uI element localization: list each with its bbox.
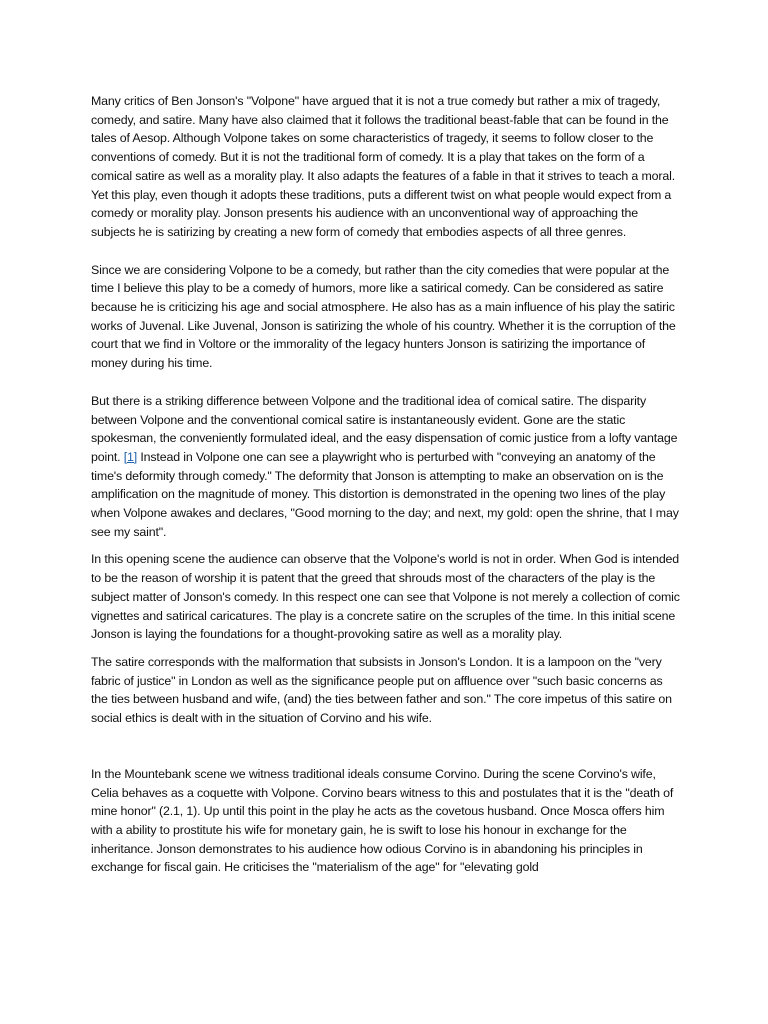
- paragraph-3-text-start: But there is a striking difference between Volpone and the traditional idea of comical satire. The disparity between Volpone and the conventional comical satire is instantaneously evident. Gone are the static spokesman, the conveniently formulated ideal, and the easy dispensation of comic justice from a lofty vantage point.: [91, 393, 678, 464]
- paragraph-gap: [91, 728, 681, 765]
- paragraph-gap: [91, 644, 681, 653]
- paragraph-6: In the Mountebank scene we witness traditional ideals consume Corvino. During the scene Corvino's wife, Celia behaves as a coquette with Volpone. Corvino bears witness to this and postulates that it is the "death of mine honor" (2.1, 1). Up until this point in the play he acts as the covetous husband. Once Mosca offers him with a ability to prostitute his wife for monetary gain, he is swift to lose his honour in exchange for the inheritance. Jonson demonstrates to his audience how odious Corvino is in abandoning his principles in exchange for fiscal gain. He criticises the "materialism of the age" for "elevating gold: [91, 766, 674, 875]
- paragraph-3: [91, 392, 681, 542]
- paragraph-5: The satire corresponds with the malformation that subsists in Jonson's London. It is a lampoon on the "very fabric of justice" in London as well as the significance people put on affluence over "such basic concerns as the ties between husband and wife, (and) the ties between father and son." The core impetus of this satire on social ethics is dealt with in the situation of Corvino and his wife.: [91, 654, 672, 726]
- paragraph-2: Since we are considering Volpone to be a comedy, but rather than the city comedies that were popular at the time I believe this play to be a comedy of humors, more like a satirical comedy. Can be considered as satire because he is criticizing his age and social atmosphere. He also has as a main influence of his play the satiric works of Juvenal. Like Juvenal, Jonson is satirizing the whole of his country. Whether it is the corruption of the court that we find in Voltore or the immorality of the legacy hunters Jonson is satirizing the importance of money during his time.: [91, 262, 676, 371]
- paragraph-gap: [91, 541, 681, 550]
- paragraph-3-text-end: Instead in Volpone one can see a playwright who is perturbed with "conveying an anatomy of the time's deformity through comedy." The deformity that Jonson is attempting to make an observation on is the amplification on the magnitude of money. This distortion is demonstrated in the opening two lines of the play when Volpone awakes and declares, "Good morning to the day; and next, my gold: open the shrine, that I may see my saint".: [91, 449, 679, 539]
- paragraph-4: In this opening scene the audience can observe that the Volpone's world is not in order. When God is intended to be the reason of worship it is patent that the greed that shrouds most of the characters of the play is the subject matter of Jonson's comedy. In this respect one can see that Volpone is not merely a collection of comic vignettes and satirical caricatures. The play is a concrete satire on the scruples of the time. In this initial scene Jonson is laying the foundations for a thought-provoking satire as well as a morality play.: [91, 552, 680, 642]
- document-body: [91, 92, 681, 877]
- paragraph-1: Many critics of Ben Jonson's "Volpone" have argued that it is not a true comedy but rather a mix of tragedy, comedy, and satire. Many have also claimed that it follows the traditional beast-fable that can be found in the tales of Aesop. Although Volpone takes on some characteristics of tragedy, it seems to follow closer to the conventions of comedy. But it is not the traditional form of comedy. It is a play that takes on the form of a comical satire as well as a morality play. It also adapts the features of a fable in that it strives to teach a moral. Yet this play, even though it adopts these traditions, puts a different twist on what people would expect from a comedy or morality play. Jonson presents his audience with an unconventional way of approaching the subjects he is satirizing by creating a new form of comedy that embodies aspects of all three genres.: [91, 94, 675, 239]
- paragraph-gap: [91, 242, 681, 261]
- paragraph-gap: [91, 373, 681, 392]
- footnote-link-1[interactable]: [1]: [123, 449, 138, 464]
